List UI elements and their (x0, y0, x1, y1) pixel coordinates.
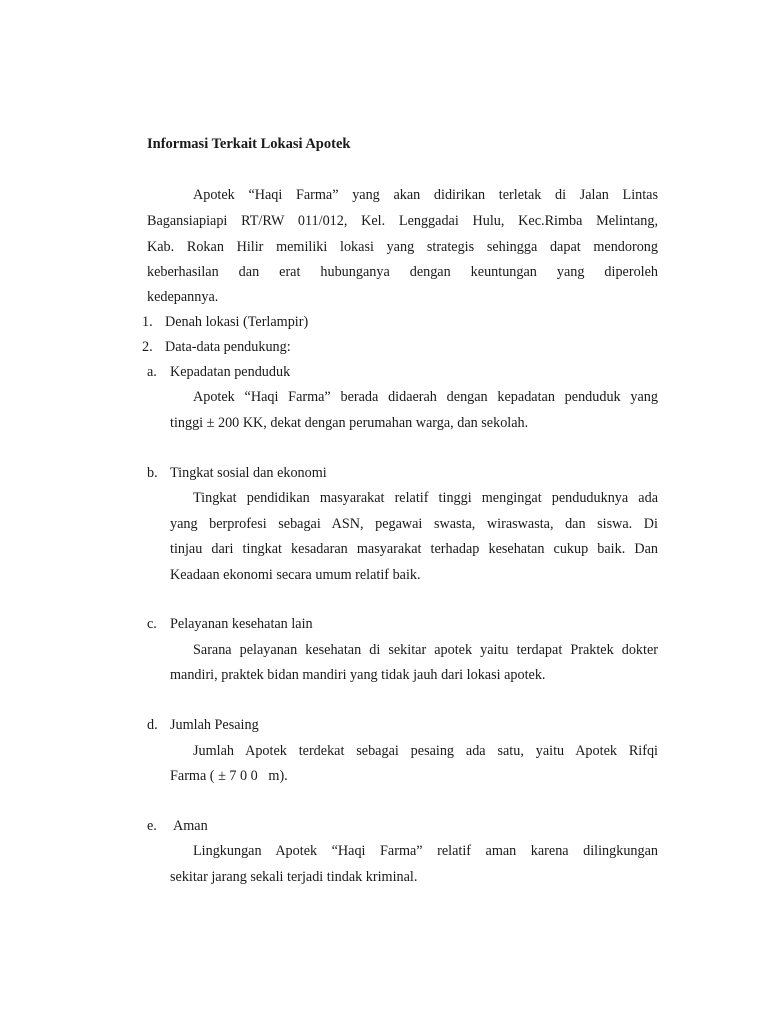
list-number: 2. (142, 339, 153, 355)
section-line: Keadaan ekonomi secara umum relatif baik. (170, 567, 421, 583)
section-line: tinjau dari tingkat kesadaran masyarakat terhadap kesehatan cukup baik. Dan (170, 541, 658, 557)
section-marker: e. (147, 818, 157, 834)
section-line: Farma ( ± 7 0 0 m). (170, 768, 288, 784)
intro-line: Apotek “Haqi Farma” yang akan didirikan terletak di Jalan Lintas (193, 187, 658, 203)
section-heading: Aman (173, 818, 208, 834)
section-line: Tingkat pendidikan masyarakat relatif tinggi mengingat penduduknya ada (193, 490, 658, 506)
section-marker: c. (147, 616, 157, 632)
section-marker: d. (147, 717, 158, 733)
section-heading: Tingkat sosial dan ekonomi (170, 465, 327, 481)
list-number: 1. (142, 314, 153, 330)
section-heading: Kepadatan penduduk (170, 364, 291, 380)
section-heading: Jumlah Pesaing (170, 717, 259, 733)
section-line: tinggi ± 200 KK, dekat dengan perumahan warga, dan sekolah. (170, 415, 529, 431)
section-heading: Pelayanan kesehatan lain (170, 616, 313, 632)
section-line: yang berprofesi sebagai ASN, pegawai swasta, wiraswasta, dan siswa. Di (170, 516, 658, 532)
list-item-text: Denah lokasi (Terlampir) (165, 314, 309, 330)
section-marker: b. (147, 465, 158, 481)
intro-line: kedepannya. (147, 289, 219, 305)
section-line: Sarana pelayanan kesehatan di sekitar apotek yaitu terdapat Praktek dokter (193, 642, 658, 658)
section-line: Apotek “Haqi Farma” berada didaerah dengan kepadatan penduduk yang (193, 389, 658, 405)
section-line: sekitar jarang sekali terjadi tindak kriminal. (170, 869, 418, 885)
section-line: Jumlah Apotek terdekat sebagai pesaing ada satu, yaitu Apotek Rifqi (193, 743, 658, 759)
section-line: Lingkungan Apotek “Haqi Farma” relatif aman karena dilingkungan (193, 843, 658, 859)
intro-line: keberhasilan dan erat hubunganya dengan keuntungan yang diperoleh (147, 264, 658, 280)
document-title: Informasi Terkait Lokasi Apotek (147, 136, 351, 152)
intro-line: Kab. Rokan Hilir memiliki lokasi yang strategis sehingga dapat mendorong (147, 239, 658, 255)
section-marker: a. (147, 364, 157, 380)
intro-line: Bagansiapiapi RT/RW 011/012, Kel. Lenggadai Hulu, Kec.Rimba Melintang, (147, 213, 658, 229)
section-line: mandiri, praktek bidan mandiri yang tidak jauh dari lokasi apotek. (170, 667, 546, 683)
list-item-text: Data-data pendukung: (165, 339, 291, 355)
